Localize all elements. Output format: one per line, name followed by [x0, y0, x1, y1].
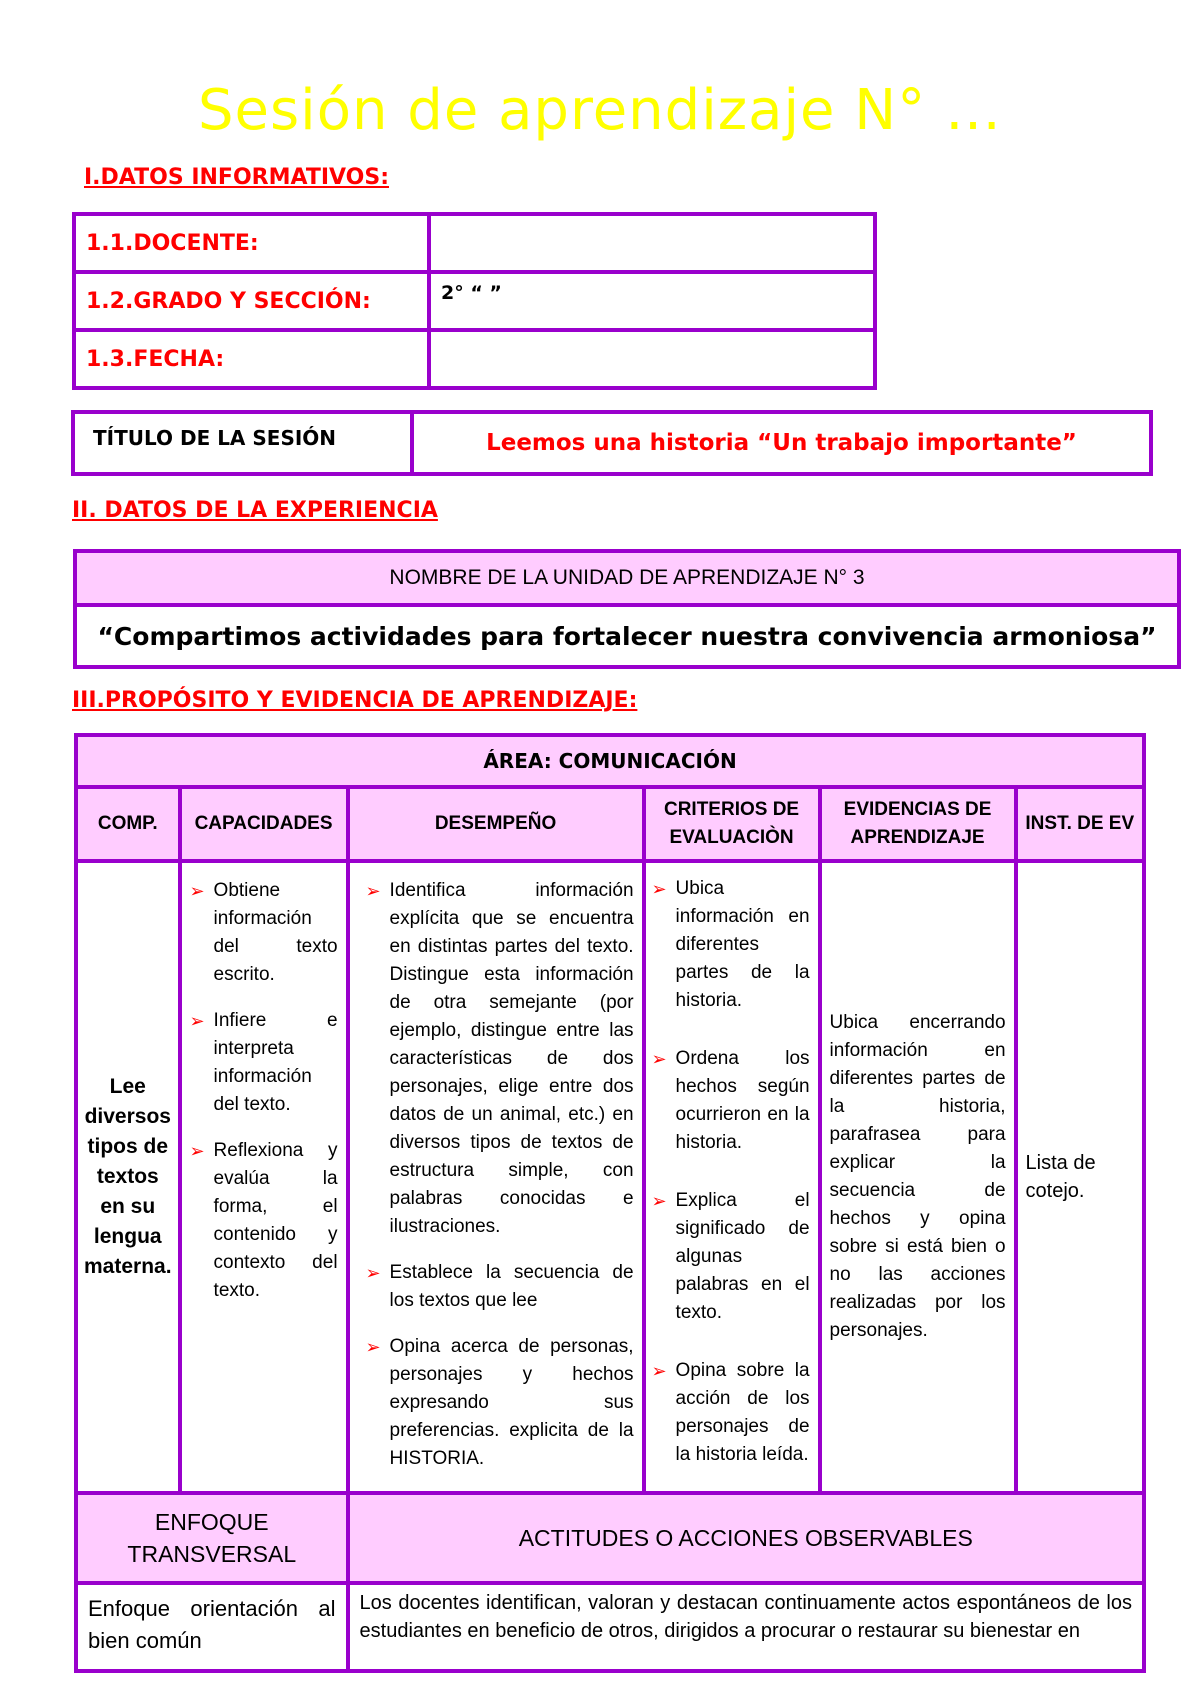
capacidades-list — [188, 877, 338, 1305]
competencia-cell: Lee diversos tipos de textos en su lengua materna. — [76, 861, 180, 1493]
capacidad-item: ➢ Infiere e interpreta información del texto. — [188, 1007, 338, 1119]
header-comp: COMP. — [76, 787, 180, 861]
capacidad-item: ➢ Reflexiona y evalúa la forma, el contenido y contexto del texto. — [188, 1137, 338, 1305]
desempeno-list — [364, 877, 634, 1473]
area-label: ÁREA: COMUNICACIÓN — [76, 735, 1144, 787]
grado-label: 1.2.GRADO Y SECCIÓN: — [74, 272, 429, 330]
section-heading-experiencia: II. DATOS DE LA EXPERIENCIA — [72, 498, 438, 523]
criterio-item: ➢ Explica el significado de algunas palabras en el texto. — [650, 1187, 810, 1327]
capacidades-cell — [180, 861, 348, 1493]
session-title-table — [71, 410, 1153, 476]
desempeno-item: ➢ Establece la secuencia de los textos que lee — [364, 1259, 634, 1315]
desempeno-item: ➢ Identifica información explícita que se encuentra en distintas partes del texto. Distingue esta información de otra semejante (por ejemplo, distingue entre las características de dos personajes, elige entre dos datos de un animal, etc.) en diversos tipos de textos de estructura simple, con palabras conocidas e ilustraciones. — [364, 877, 634, 1241]
unit-label: NOMBRE DE LA UNIDAD DE APRENDIZAJE N° 3 — [75, 551, 1179, 605]
proposito-table — [74, 733, 1146, 1673]
criterio-item: ➢ Ordena los hechos según ocurrieron en la historia. — [650, 1045, 810, 1157]
criterio-item: ➢ Opina sobre la acción de los personajes de la historia leída. — [650, 1357, 810, 1469]
instrumento-cell: Lista de cotejo. — [1016, 861, 1144, 1493]
desempeno-item: ➢ Opina acerca de personas, personajes y hechos expresando sus preferencias. explicita de la HISTORIA. — [364, 1333, 634, 1473]
header-desempeno: DESEMPEÑO — [348, 787, 644, 861]
enfoque-name: Enfoque orientación al bien común — [76, 1583, 348, 1671]
section-heading-proposito: III.PROPÓSITO Y EVIDENCIA DE APRENDIZAJE: — [72, 688, 638, 713]
criterios-list — [650, 875, 810, 1469]
actitudes-header: ACTITUDES O ACCIONES OBSERVABLES — [348, 1493, 1144, 1583]
header-capacidades: CAPACIDADES — [180, 787, 348, 861]
unit-name: “Compartimos actividades para fortalecer nuestra convivencia armoniosa” — [75, 605, 1179, 667]
evidencia-cell: Ubica encerrando información en diferentes partes de la historia, parafrasea para explicar la secuencia de hechos y opina sobre si está bien o no las acciones realizadas por los personajes. — [820, 861, 1016, 1493]
grado-value: 2° “ ” — [429, 272, 875, 330]
unit-table — [73, 549, 1181, 669]
session-title-value: Leemos una historia “Un trabajo importante” — [412, 412, 1151, 474]
desempeno-cell — [348, 861, 644, 1493]
actitudes-text: Los docentes identifican, valoran y destacan continuamente actos espontáneos de los estudiantes en beneficio de otros, dirigidos a procurar o restaurar su bienestar en — [348, 1583, 1144, 1671]
header-inst: INST. DE EV — [1016, 787, 1144, 861]
header-criterios: CRITERIOS DE EVALUACIÒN — [644, 787, 820, 861]
criterio-item: ➢ Ubica información en diferentes partes de la historia. — [650, 875, 810, 1015]
fecha-value — [429, 330, 875, 388]
enfoque-header: ENFOQUE TRANSVERSAL — [76, 1493, 348, 1583]
section-heading-datos-informativos: I.DATOS INFORMATIVOS: — [84, 165, 389, 190]
capacidad-item: ➢ Obtiene información del texto escrito. — [188, 877, 338, 989]
docente-value — [429, 214, 875, 272]
datos-informativos-table — [72, 212, 877, 390]
fecha-label: 1.3.FECHA: — [74, 330, 429, 388]
criterios-cell — [644, 861, 820, 1493]
header-evidencias: EVIDENCIAS DE APRENDIZAJE — [820, 787, 1016, 861]
page-title: Sesión de aprendizaje N° … — [197, 78, 1002, 143]
docente-label: 1.1.DOCENTE: — [74, 214, 429, 272]
session-title-label: TÍTULO DE LA SESIÓN — [73, 412, 412, 474]
